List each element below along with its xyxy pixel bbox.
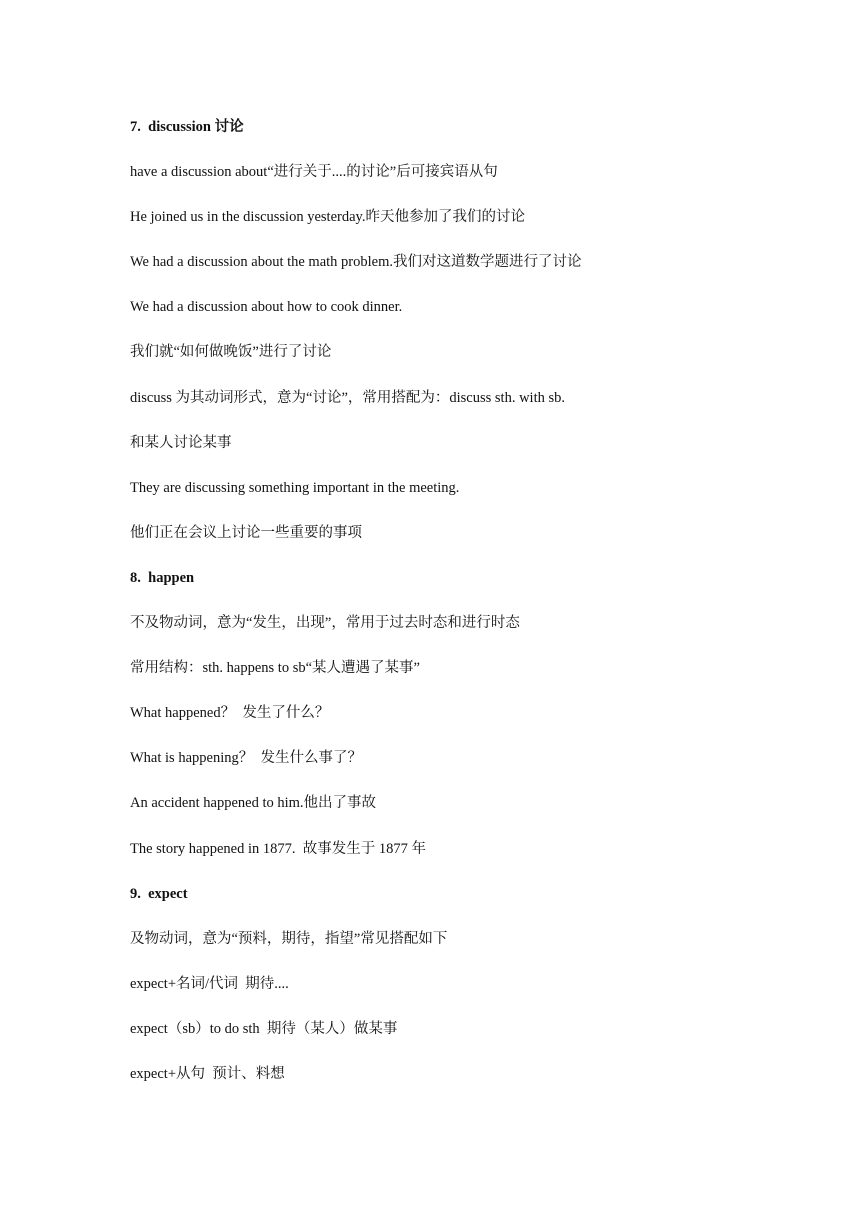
text-line: 不及物动词，意为“发生，出现”，常用于过去时态和进行时态 — [130, 615, 520, 632]
text-line: We had a discussion about how to cook dinner. — [130, 299, 403, 316]
section-heading-happen: 8. happen — [130, 569, 195, 586]
text-line: 他们正在会议上讨论一些重要的事项 — [130, 524, 362, 541]
text-line: He joined us in the discussion yesterday.昨天他参加了我们的讨论 — [130, 209, 525, 226]
text-line: They are discussing something important in the meeting. — [130, 479, 460, 496]
text-line: 及物动词，意为“预料，期待，指望”常见搭配如下 — [130, 930, 448, 947]
text-line: have a discussion about“进行关于....的讨论”后可接宾语从句 — [130, 164, 498, 181]
text-line: expect+从句 预计、料想 — [130, 1065, 285, 1082]
section-heading-expect: 9. expect — [130, 885, 188, 902]
text-line: An accident happened to him.他出了事故 — [130, 795, 377, 812]
text-line: 和某人讨论某事 — [130, 434, 232, 451]
text-line: What happened？ 发生了什么？ — [130, 705, 330, 722]
text-line: What is happening？ 发生什么事了？ — [130, 750, 362, 767]
document-page — [130, 114, 810, 1106]
text-line: We had a discussion about the math problem.我们对这道数学题进行了讨论 — [130, 254, 582, 271]
text-line: 我们就“如何做晚饭”进行了讨论 — [130, 344, 332, 361]
text-line: discuss 为其动词形式，意为“讨论”，常用搭配为：discuss sth. with sb. — [130, 389, 565, 406]
text-line: expect（sb）to do sth 期待（某人）做某事 — [130, 1020, 398, 1037]
text-line: 常用结构：sth. happens to sb“某人遭遇了某事” — [130, 660, 420, 677]
text-line: The story happened in 1877. 故事发生于 1877 年 — [130, 840, 427, 857]
text-line: expect+名词/代词 期待.... — [130, 975, 289, 992]
section-heading-discussion: 7. discussion 讨论 — [130, 119, 244, 135]
